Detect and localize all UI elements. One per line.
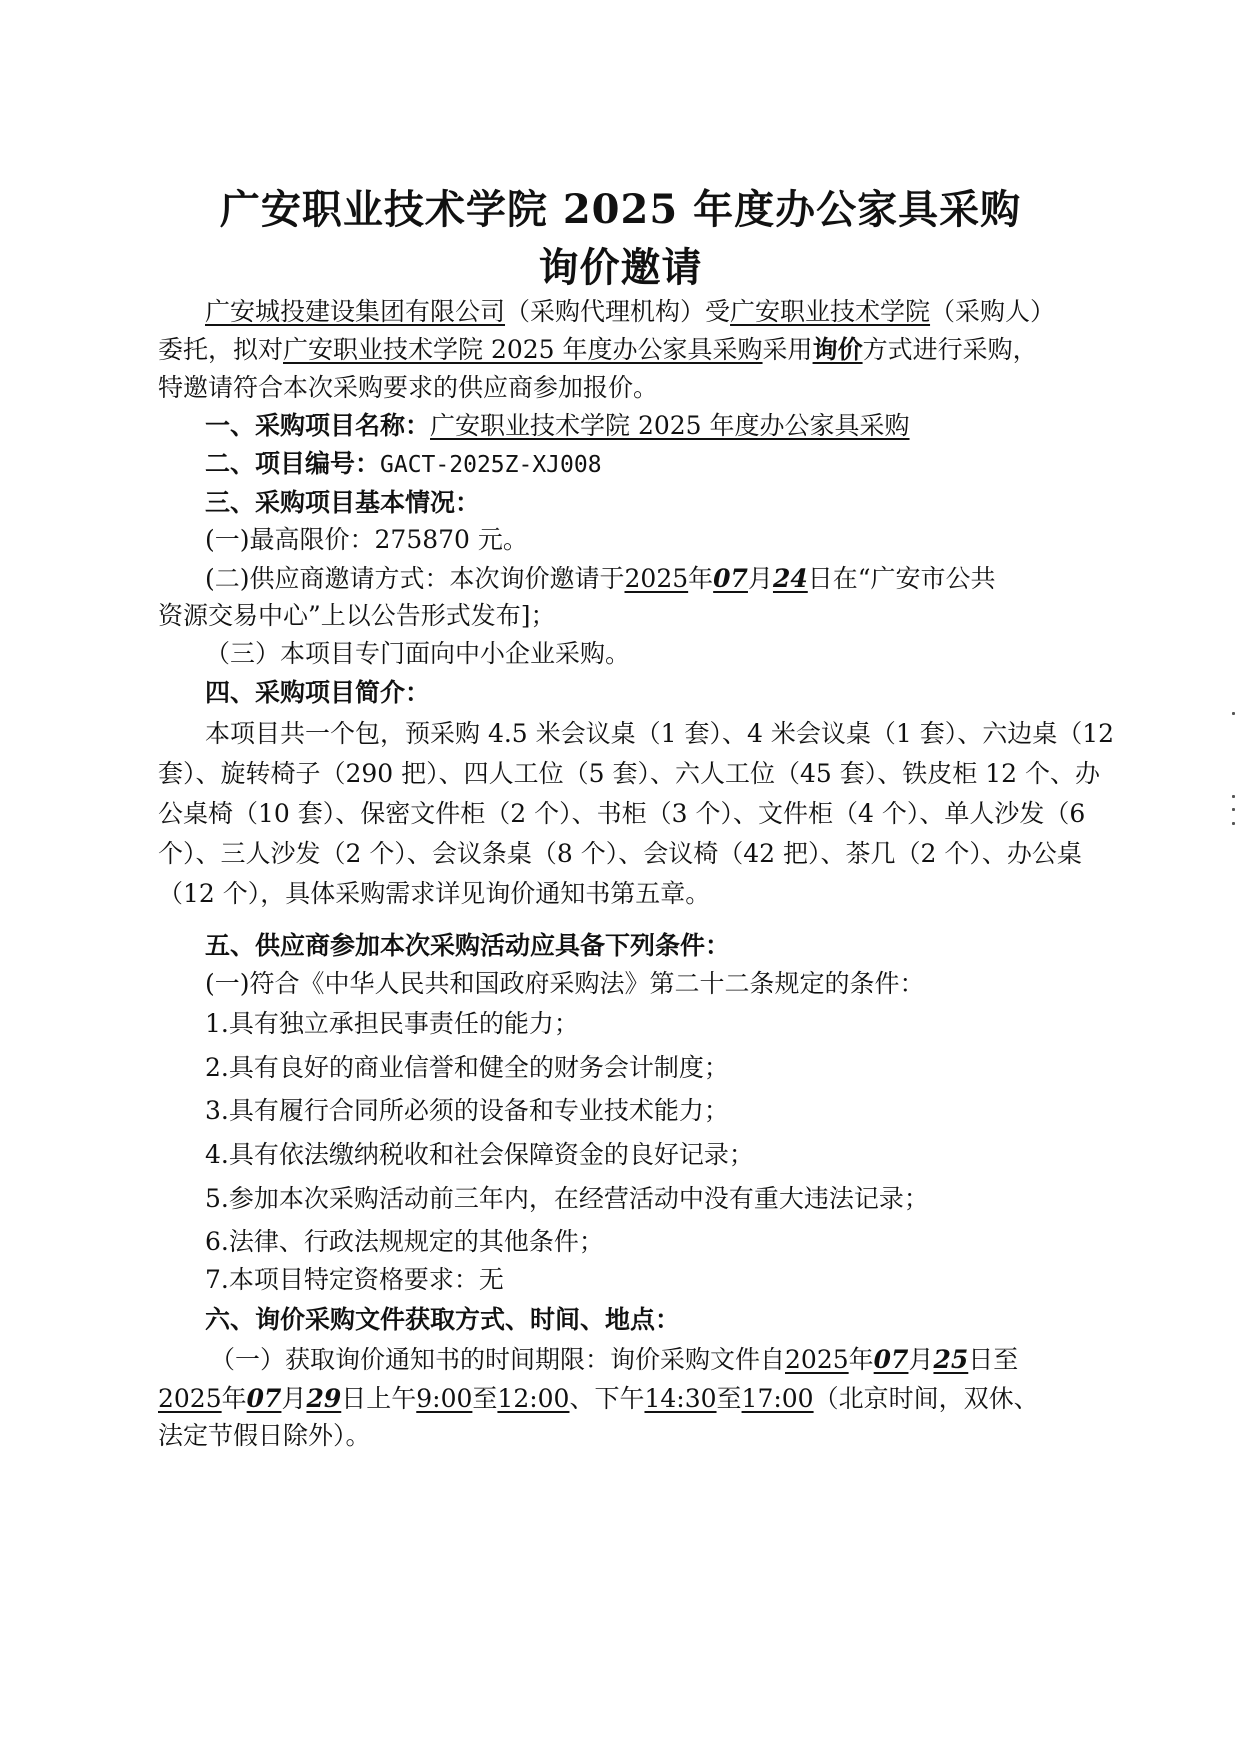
section-6-line-3: 法定节假日除外）。 bbox=[158, 1421, 371, 1450]
scan-speck bbox=[1232, 808, 1235, 811]
section-3-item-1: (一)最高限价：275870 元。 bbox=[205, 525, 528, 554]
condition-item: 3.具有履行合同所必须的设备和专业技术能力； bbox=[205, 1096, 729, 1125]
end-month: 07 bbox=[246, 1384, 282, 1413]
condition-item: 1.具有独立承担民事责任的能力； bbox=[205, 1009, 579, 1038]
section-6-heading: 六、询价采购文件获取方式、时间、地点： bbox=[205, 1305, 681, 1334]
intro-line-3: 特邀请符合本次采购要求的供应商参加报价。 bbox=[158, 373, 659, 402]
section-4-line-1: 本项目共一个包，预采购 4.5 米会议桌（1 套）、4 米会议桌（1 套）、六边桌（12 bbox=[205, 719, 1115, 748]
pm-end-time: 17:00 bbox=[741, 1384, 814, 1413]
item-text: 年 bbox=[848, 1345, 874, 1374]
section-5-sub: (一)符合《中华人民共和国政府采购法》第二十二条规定的条件： bbox=[205, 969, 925, 998]
item-text: （一）获取询价通知书的时间期限：询价采购文件自 bbox=[210, 1345, 786, 1374]
procurement-method: 询价 bbox=[812, 335, 863, 364]
document-subtitle: 询价邀请 bbox=[538, 244, 703, 291]
item-text: 月 bbox=[281, 1384, 307, 1413]
item-text: 、下午 bbox=[569, 1384, 645, 1413]
start-month: 07 bbox=[873, 1345, 909, 1374]
agent-name: 广安城投建设集团有限公司 bbox=[205, 297, 506, 326]
section-4-line-5: （12 个），具体采购需求详见询价通知书第五章。 bbox=[158, 879, 711, 908]
am-start-time: 9:00 bbox=[416, 1384, 473, 1413]
section-4-line-2: 套）、旋转椅子（290 把）、四人工位（5 套）、六人工位（45 套）、铁皮柜 12 个、办 bbox=[158, 759, 1100, 788]
condition-item: 2.具有良好的商业信誉和健全的财务会计制度； bbox=[205, 1053, 729, 1082]
section-6-line-2 bbox=[0, 1381, 1241, 1417]
start-year: 2025 bbox=[785, 1345, 849, 1374]
item-text: 月 bbox=[908, 1345, 934, 1374]
intro-text: 方式进行采购， bbox=[862, 335, 1038, 364]
section-3-item-3: （三）本项目专门面向中小企业采购。 bbox=[205, 639, 631, 668]
start-day: 25 bbox=[933, 1345, 969, 1374]
item-text: 日上午 bbox=[341, 1384, 417, 1413]
section-4-line-3: 公桌椅（10 套）、保密文件柜（2 个）、书柜（3 个）、文件柜（4 个）、单人沙发（6 bbox=[158, 799, 1086, 828]
end-year: 2025 bbox=[158, 1384, 222, 1413]
section-6-line-1 bbox=[0, 1342, 1241, 1378]
item-text: 年 bbox=[688, 564, 714, 593]
end-day: 29 bbox=[306, 1384, 342, 1413]
publish-month: 07 bbox=[713, 564, 748, 593]
document-title: 广安职业技术学院 2025 年度办公家具采购 bbox=[219, 186, 1022, 233]
project-name: 广安职业技术学院 2025 年度办公家具采购 bbox=[283, 335, 763, 364]
item-text: 年 bbox=[221, 1384, 247, 1413]
scan-speck bbox=[1232, 822, 1235, 825]
section-1 bbox=[0, 408, 1241, 444]
condition-item: 5.参加本次采购活动前三年内，在经营活动中没有重大违法记录； bbox=[205, 1184, 929, 1213]
section-4-line-4: 个）、三人沙发（2 个）、会议条桌（8 个）、会议椅（42 把）、茶几（2 个）、办公桌 bbox=[158, 839, 1082, 868]
section-2-label: 二、项目编号： bbox=[205, 449, 381, 478]
intro-line-2 bbox=[0, 332, 1241, 368]
section-1-value: 广安职业技术学院 2025 年度办公家具采购 bbox=[430, 411, 910, 440]
section-4-heading: 四、采购项目简介： bbox=[205, 678, 431, 707]
publish-day: 24 bbox=[772, 564, 808, 593]
intro-line-1 bbox=[0, 294, 1241, 330]
section-3-heading: 三、采购项目基本情况： bbox=[205, 488, 481, 517]
item-text: 至 bbox=[716, 1384, 742, 1413]
condition-item: 6.法律、行政法规规定的其他条件； bbox=[205, 1227, 604, 1256]
item-text: （北京时间，双休、 bbox=[813, 1384, 1039, 1413]
intro-text: 委托，拟对 bbox=[158, 335, 284, 364]
agent-role: （采购代理机构）受 bbox=[505, 297, 731, 326]
pm-start-time: 14:30 bbox=[644, 1384, 717, 1413]
publish-year: 2025 bbox=[624, 564, 689, 593]
purchaser-role: （采购人） bbox=[930, 297, 1056, 326]
item-text: 至 bbox=[472, 1384, 498, 1413]
item-text: 日在“广安市公共 bbox=[807, 564, 996, 593]
scan-speck bbox=[1232, 712, 1235, 715]
purchaser-name: 广安职业技术学院 bbox=[730, 297, 931, 326]
item-text: 日至 bbox=[968, 1345, 1019, 1374]
section-2 bbox=[0, 446, 1241, 483]
item-text: (二)供应商邀请方式：本次询价邀请于 bbox=[205, 564, 625, 593]
section-5-heading: 五、供应商参加本次采购活动应具备下列条件： bbox=[205, 931, 731, 960]
am-end-time: 12:00 bbox=[497, 1384, 570, 1413]
section-3-item-2 bbox=[0, 561, 1241, 597]
project-number: GACT-2025Z-XJ008 bbox=[380, 452, 602, 478]
condition-item: 7.本项目特定资格要求：无 bbox=[205, 1265, 504, 1294]
intro-text: 采用 bbox=[762, 335, 813, 364]
section-3-item-2-cont: 资源交易中心”上以公告形式发布]； bbox=[158, 601, 556, 630]
section-1-label: 一、采购项目名称： bbox=[205, 411, 431, 440]
scan-speck bbox=[1232, 795, 1235, 798]
condition-item: 4.具有依法缴纳税收和社会保障资金的良好记录； bbox=[205, 1140, 754, 1169]
item-text: 月 bbox=[747, 564, 773, 593]
